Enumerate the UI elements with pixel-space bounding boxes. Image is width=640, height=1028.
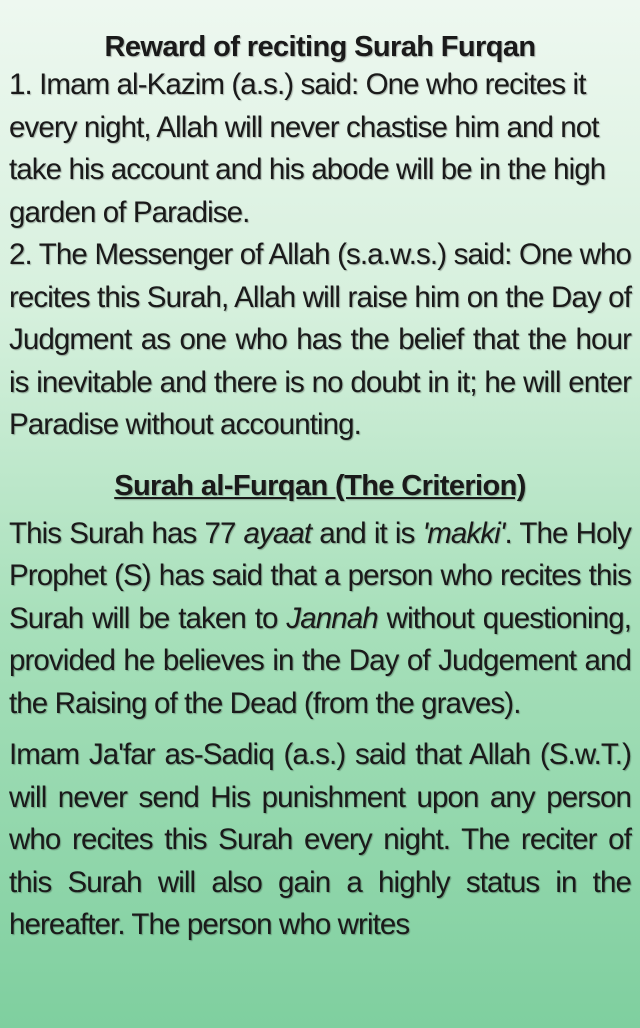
reward-item-1: 1. Imam al-Kazim (a.s.) said: One who recites it every night, Allah will never chastise him and not take his account and his abode will be in the high garden of Paradise.	[9, 68, 606, 229]
p1-text-d: without questioning, provided he believes in the Day of Judgement and the Raising of the Dead (from the graves).	[9, 601, 631, 720]
p1-text-b: and it is	[311, 516, 423, 550]
p1-jannah: Jannah	[286, 601, 378, 635]
p1-text-c: . The Holy Prophet (S) has said that a person who recites this Surah will be taken to	[9, 516, 631, 635]
p1-ayaat: ayaat	[243, 516, 312, 550]
surah-title-text: Surah al-Furqan (The Criterion)	[114, 469, 526, 502]
reward-item-2: 2. The Messenger of Allah (s.a.w.s.) said: One who recites this Surah, Allah will raise him on the Day of Judgment as one who has the belief that the hour is inevitable and there is no doubt in it; he will enter Paradise without accounting.	[9, 238, 631, 441]
surah-paragraph-1	[9, 513, 631, 726]
surah-title	[9, 469, 631, 503]
p1-text-a: This Surah has 77	[9, 516, 244, 550]
reward-title: Reward of reciting Surah Furqan	[104, 31, 536, 63]
surah-paragraph-2: Imam Ja'far as-Sadiq (a.s.) said that Allah (S.w.T.) will never send His punishment upon any person who recites this Surah every night. The reciter of this Surah will also gain a highly status in the hereafter. The person who writes	[9, 738, 631, 941]
p1-makki: 'makki'	[422, 516, 505, 550]
